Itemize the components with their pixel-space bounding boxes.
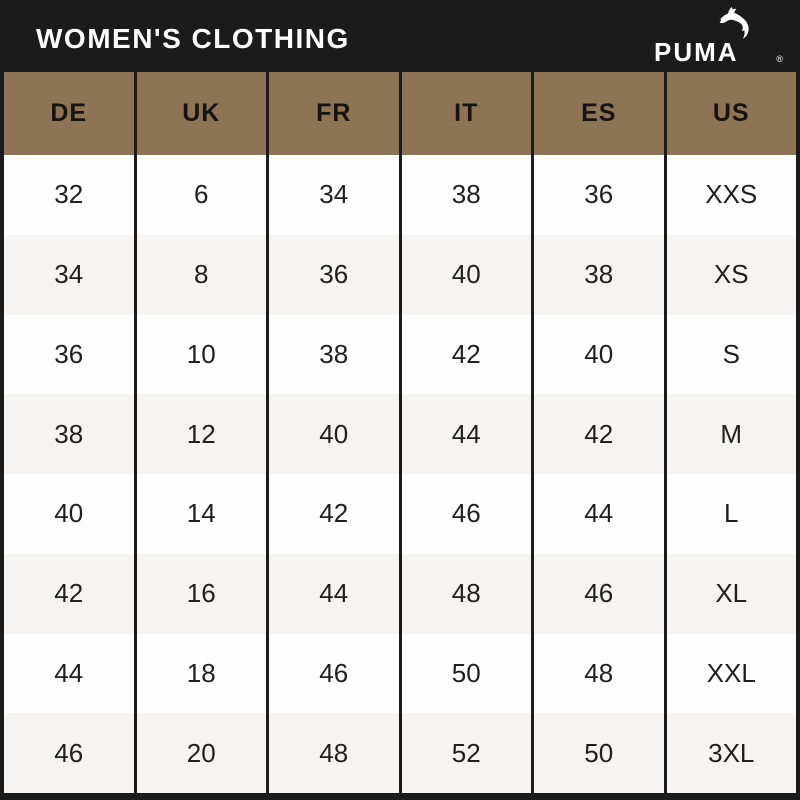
table-cell: S <box>667 315 797 395</box>
column-header-fr: FR <box>269 72 399 155</box>
table-cell: 16 <box>137 554 267 634</box>
table-cell: L <box>667 474 797 554</box>
table-cell: 46 <box>402 474 532 554</box>
table-cell: 50 <box>534 713 664 793</box>
table-cell: 38 <box>269 315 399 395</box>
table-cell: 34 <box>269 155 399 235</box>
column-header-it: IT <box>402 72 532 155</box>
table-cell: 40 <box>534 315 664 395</box>
table-cell: 44 <box>534 474 664 554</box>
size-table-container <box>0 72 800 800</box>
table-cell: 44 <box>4 634 134 714</box>
table-cell: 20 <box>137 713 267 793</box>
table-cell: 44 <box>402 394 532 474</box>
column-header-us: US <box>667 72 797 155</box>
table-cell: 46 <box>534 554 664 634</box>
table-cell: 36 <box>4 315 134 395</box>
page-title: WOMEN'S CLOTHING <box>36 23 350 54</box>
table-cell: 36 <box>534 155 664 235</box>
column-header-uk: UK <box>137 72 267 155</box>
table-cell: 40 <box>4 474 134 554</box>
table-cell: M <box>667 394 797 474</box>
table-cell: 48 <box>534 634 664 714</box>
puma-wordmark: PUMA <box>654 37 739 67</box>
table-cell: 42 <box>534 394 664 474</box>
puma-logo <box>652 3 783 69</box>
table-cell: 18 <box>137 634 267 714</box>
table-cell: 38 <box>534 235 664 315</box>
table-cell: 38 <box>402 155 532 235</box>
table-cell: 48 <box>402 554 532 634</box>
table-cell: 48 <box>269 713 399 793</box>
table-cell: 42 <box>402 315 532 395</box>
registered-trademark-symbol: ® <box>776 54 783 64</box>
table-cell: 52 <box>402 713 532 793</box>
table-cell: XL <box>667 554 797 634</box>
table-cell: XXL <box>667 634 797 714</box>
table-cell: 8 <box>137 235 267 315</box>
title-bar <box>0 0 800 72</box>
table-cell: 50 <box>402 634 532 714</box>
table-cell: XXS <box>667 155 797 235</box>
table-cell: 44 <box>269 554 399 634</box>
table-cell: 14 <box>137 474 267 554</box>
table-cell: 12 <box>137 394 267 474</box>
table-cell: 34 <box>4 235 134 315</box>
table-cell: 42 <box>4 554 134 634</box>
table-cell: 38 <box>4 394 134 474</box>
column-header-de: DE <box>4 72 134 155</box>
table-cell: 42 <box>269 474 399 554</box>
table-cell: XS <box>667 235 797 315</box>
table-cell: 46 <box>4 713 134 793</box>
column-header-es: ES <box>534 72 664 155</box>
table-cell: 40 <box>269 394 399 474</box>
table-cell: 46 <box>269 634 399 714</box>
table-cell: 40 <box>402 235 532 315</box>
table-cell: 3XL <box>667 713 797 793</box>
table-cell: 32 <box>4 155 134 235</box>
table-cell: 10 <box>137 315 267 395</box>
table-cell: 36 <box>269 235 399 315</box>
size-table <box>4 72 796 793</box>
table-cell: 6 <box>137 155 267 235</box>
